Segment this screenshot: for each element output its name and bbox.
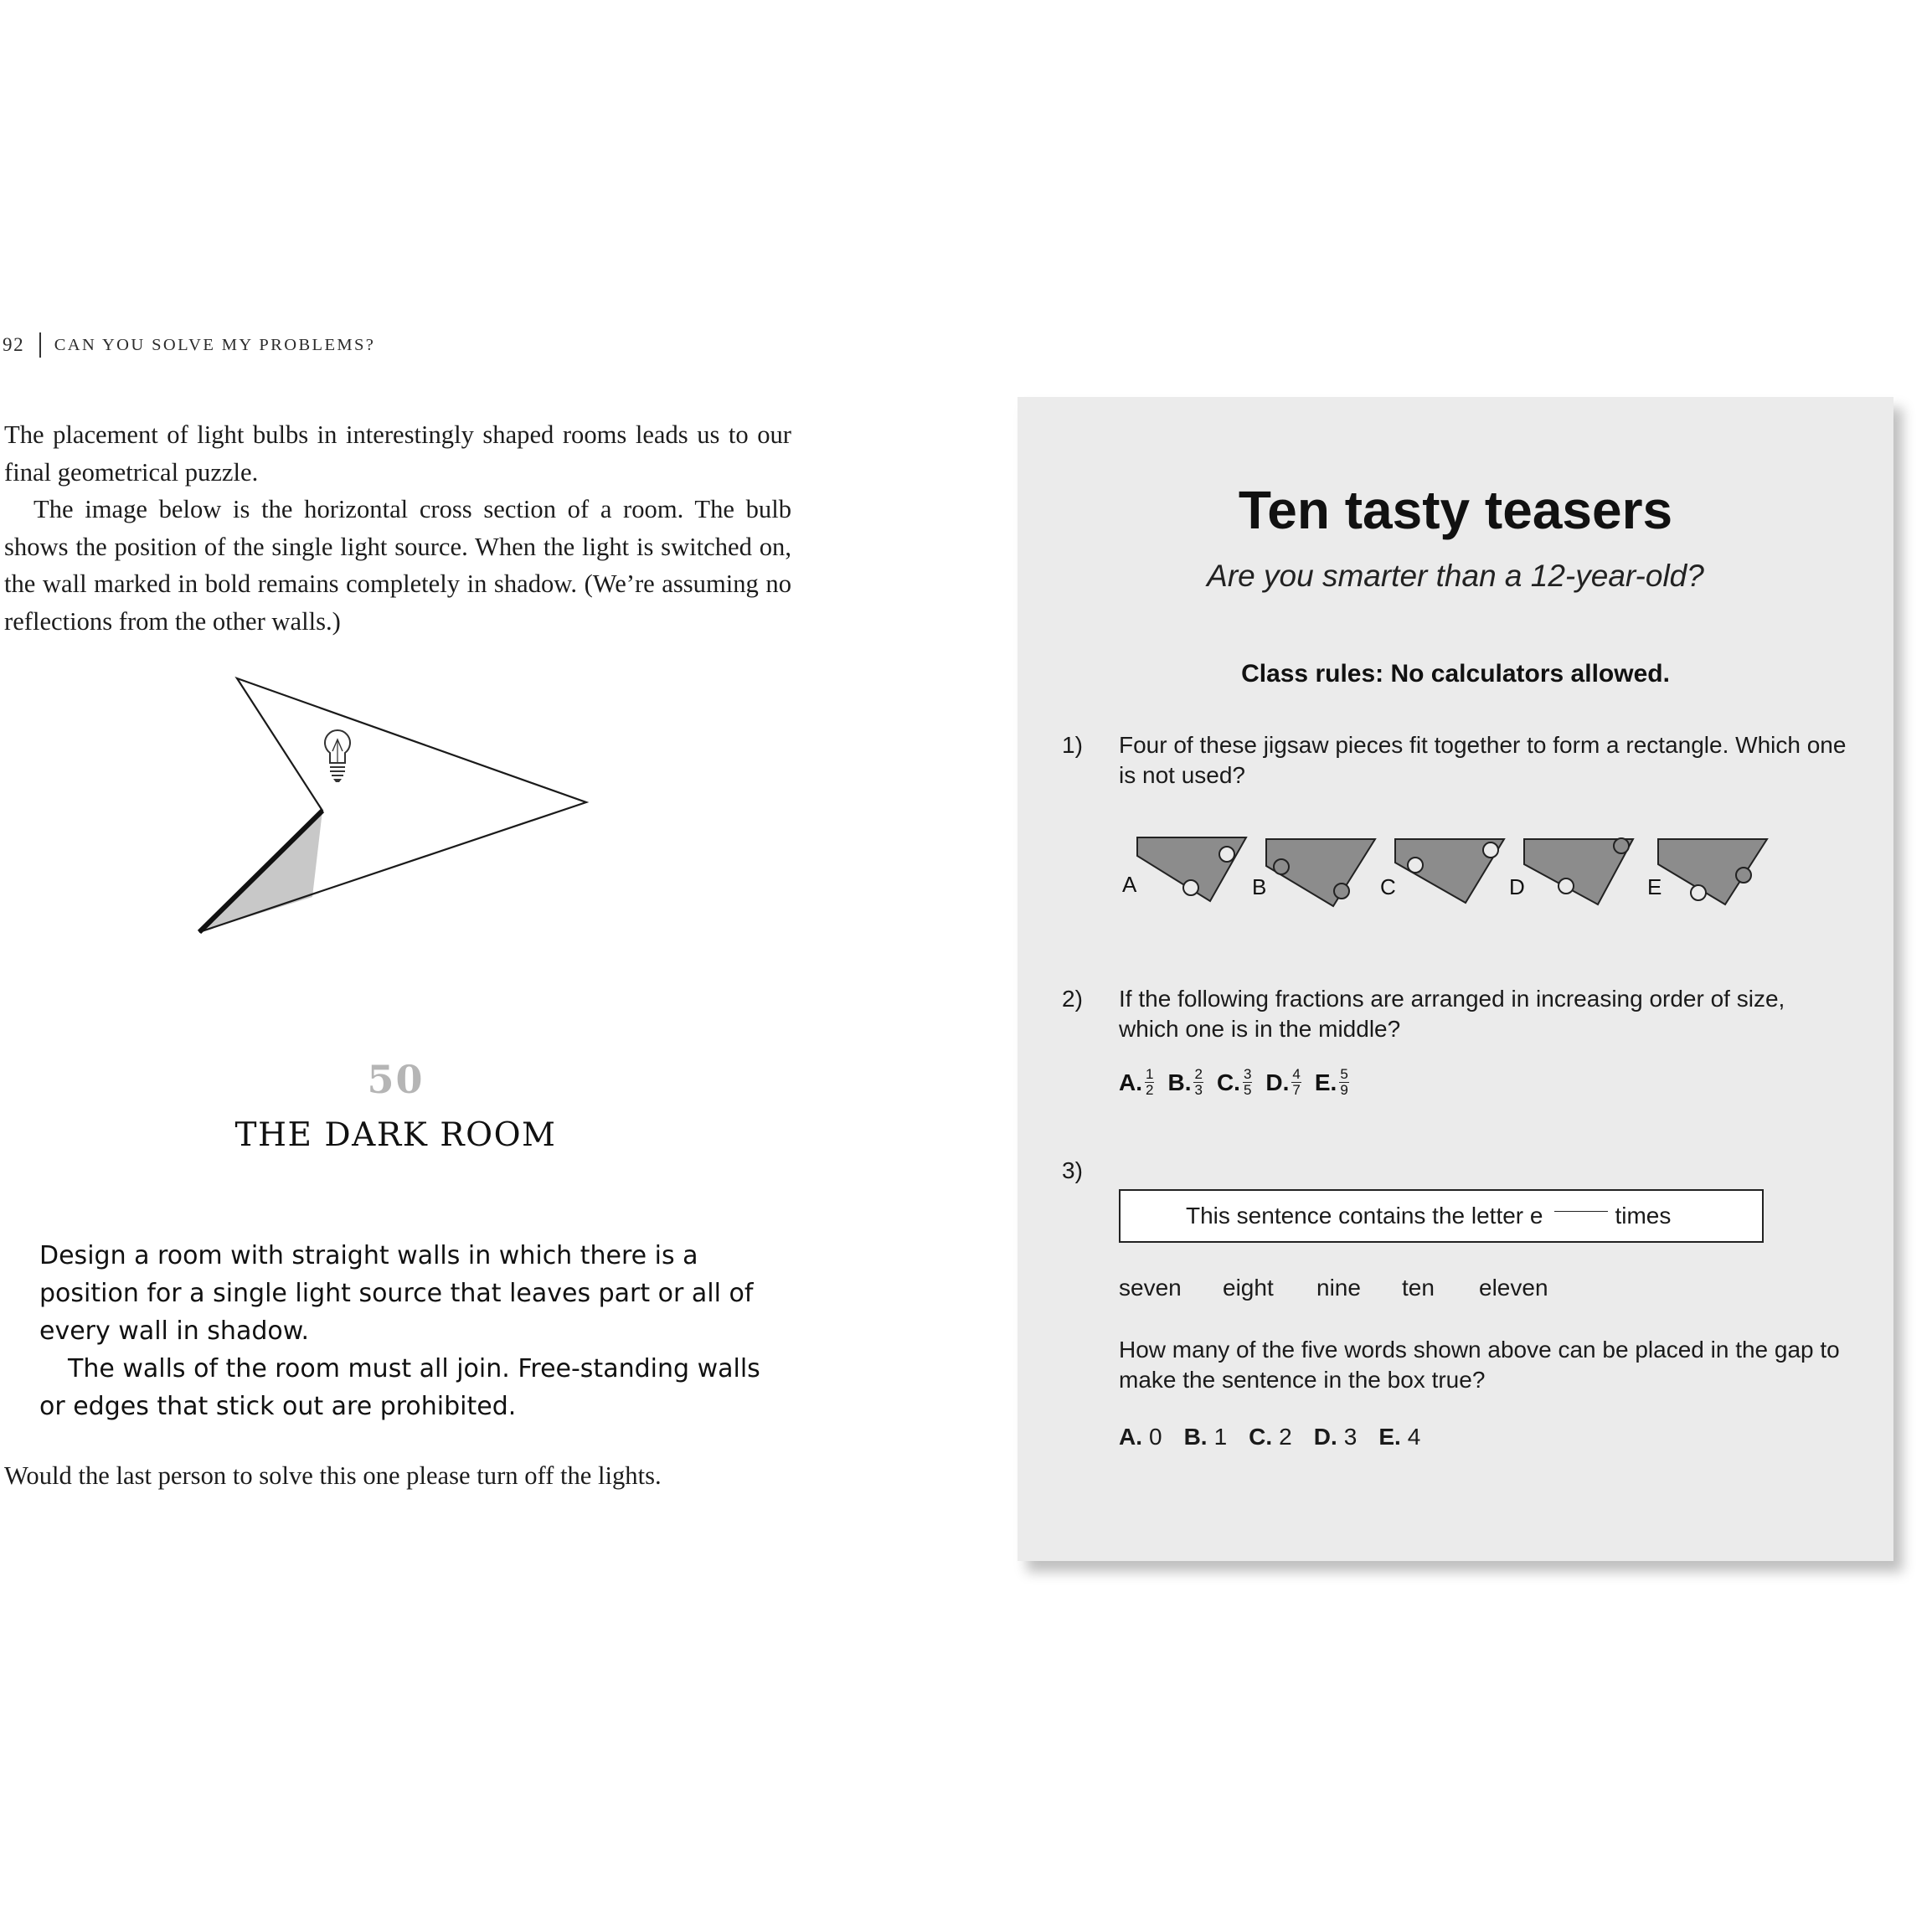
running-title: CAN YOU SOLVE MY PROBLEMS? — [54, 335, 376, 354]
fraction: $\frac{2}{3}$ — [1194, 1066, 1203, 1098]
sentence-blank — [1554, 1211, 1608, 1212]
light-bulb-icon — [325, 730, 350, 782]
puzzle-statement — [39, 1237, 772, 1425]
fraction: $\frac{1}{2}$ — [1146, 1066, 1154, 1098]
answer-option-a[interactable] — [1119, 1424, 1162, 1450]
closing-line: Would the last person to solve this one please turn off the lights. — [4, 1461, 662, 1490]
answer-option-c[interactable] — [1249, 1424, 1292, 1450]
fraction-option-e[interactable] — [1315, 1068, 1349, 1097]
jigsaw-label-a: A — [1122, 872, 1137, 897]
option-label: B. — [1183, 1424, 1208, 1450]
fraction-option-b[interactable] — [1167, 1068, 1203, 1097]
jigsaw-label-c: C — [1380, 874, 1396, 899]
fraction: $\frac{4}{7}$ — [1292, 1066, 1301, 1098]
option-label: A. — [1119, 1069, 1142, 1095]
intro-text — [4, 416, 791, 640]
sentence-end: times — [1615, 1203, 1672, 1229]
jigsaw-pieces — [1122, 829, 1784, 913]
puzzle-paragraph: Design a room with straight walls in which there is a position for a single light source that leaves part or all of every wall in shadow. — [39, 1241, 754, 1346]
question-3-number: 3) — [1062, 1157, 1083, 1183]
sentence-box — [1119, 1189, 1764, 1243]
option-label: E. — [1378, 1424, 1401, 1450]
answer-option-e[interactable] — [1378, 1424, 1420, 1450]
word-option: seven — [1119, 1275, 1182, 1301]
option-value: 4 — [1407, 1424, 1421, 1450]
option-label: C. — [1249, 1424, 1273, 1450]
quiz-rules: Class rules: No calculators allowed. — [1241, 660, 1670, 688]
option-label: E. — [1314, 1069, 1337, 1095]
option-value: 3 — [1343, 1424, 1358, 1450]
sentence-start: This sentence contains the letter e — [1186, 1203, 1543, 1229]
option-label: A. — [1119, 1424, 1142, 1450]
word-option: eleven — [1479, 1275, 1548, 1301]
fraction: $\frac{3}{5}$ — [1243, 1066, 1252, 1098]
option-label: D. — [1313, 1424, 1337, 1450]
jigsaw-piece-e — [1647, 839, 1767, 904]
quiz-title: Ten tasty teasers — [1238, 480, 1673, 540]
answer-options — [1119, 1424, 1442, 1450]
header-divider — [39, 332, 41, 358]
fraction-options — [1119, 1068, 1363, 1097]
jigsaw-label-d: D — [1509, 874, 1525, 899]
room-cross-section-diagram — [193, 670, 595, 946]
quiz-subtitle: Are you smarter than a 12-year-old? — [1207, 559, 1704, 593]
jigsaw-label-e: E — [1647, 874, 1662, 899]
jigsaw-piece-c — [1380, 839, 1504, 903]
fraction-option-c[interactable] — [1217, 1068, 1252, 1097]
running-head — [3, 332, 375, 358]
option-value: 2 — [1279, 1424, 1292, 1450]
jigsaw-piece-d — [1509, 838, 1633, 904]
intro-paragraph: The image below is the horizontal cross section of a room. The bulb shows the position of the single light source. When the light is switched on, the wall marked in bold remains completely in shadow. (We’re assuming no reflections from the other walls.) — [4, 495, 791, 636]
fraction-option-a[interactable] — [1119, 1068, 1154, 1097]
word-option: nine — [1316, 1275, 1361, 1301]
puzzle-title: THE DARK ROOM — [234, 1116, 557, 1154]
question-2-number: 2) — [1062, 986, 1083, 1012]
page-number: 92 — [3, 334, 25, 355]
fraction: $\frac{5}{9}$ — [1340, 1066, 1348, 1098]
option-label: C. — [1216, 1069, 1240, 1095]
option-label: D. — [1265, 1069, 1290, 1095]
word-option: eight — [1223, 1275, 1274, 1301]
puzzle-paragraph: The walls of the room must all join. Free-standing walls or edges that stick out are prohibited. — [39, 1354, 760, 1421]
question-2-text: If the following fractions are arranged in increasing order of size, which one is in the middle? — [1119, 986, 1785, 1042]
jigsaw-piece-b — [1252, 839, 1375, 906]
option-label: B. — [1167, 1069, 1192, 1095]
question-1-text: Four of these jigsaw pieces fit together to form a rectangle. Which one is not used? — [1119, 732, 1847, 788]
answer-option-d[interactable] — [1314, 1424, 1358, 1450]
fraction-option-d[interactable] — [1265, 1068, 1301, 1097]
intro-paragraph: The placement of light bulbs in interestingly shaped rooms leads us to our final geometrical puzzle. — [4, 420, 791, 487]
question-3-text: How many of the five words shown above can be placed in the gap to make the sentence in the box true? — [1119, 1337, 1840, 1393]
jigsaw-label-b: B — [1252, 874, 1267, 899]
word-option: ten — [1402, 1275, 1435, 1301]
jigsaw-piece-a — [1122, 837, 1246, 901]
question-1-number: 1) — [1062, 732, 1083, 758]
answer-option-b[interactable] — [1184, 1424, 1228, 1450]
option-value: 1 — [1213, 1424, 1228, 1450]
puzzle-number: 50 — [367, 1057, 425, 1102]
option-value: 0 — [1149, 1424, 1162, 1450]
